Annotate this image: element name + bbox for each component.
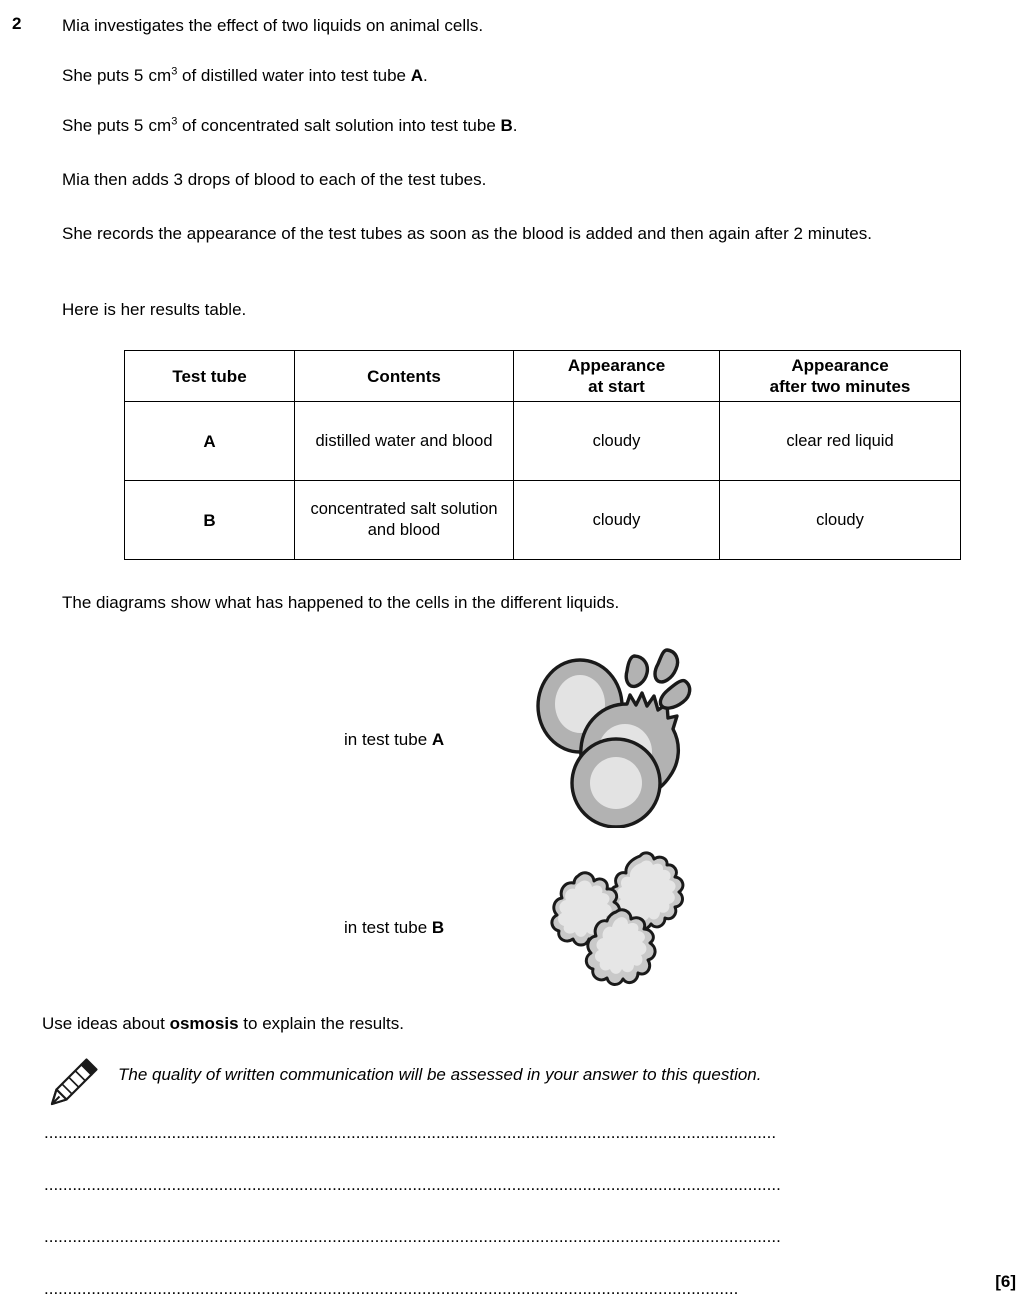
header-contents: [295, 351, 514, 402]
diagram-label-b-pre: in test tube: [344, 918, 432, 937]
row-a-appearance-start: cloudy: [514, 402, 720, 481]
question-line-results-table-intro: Here is her results table.: [62, 300, 247, 319]
question-line-distilled-water: [62, 63, 428, 88]
salt-unit-text: cm: [148, 116, 172, 135]
answer-line[interactable]: ............................................................................................................................................................: [44, 1227, 781, 1246]
answer-line[interactable]: ............................................................................................................................................................: [44, 1175, 781, 1194]
header-appearance-start-line1: Appearance: [567, 356, 666, 375]
qwc-statement: The quality of written communication will be assessed in your answer to this question.: [118, 1065, 762, 1084]
table-row: [125, 481, 961, 560]
pencil-icon: [38, 1053, 100, 1109]
question-line-salt-solution: [62, 113, 518, 138]
table-header-row: [125, 351, 961, 402]
salt-pre-text: She puts 5: [62, 116, 144, 135]
water-pre-text: She puts 5: [62, 66, 144, 85]
tube-label-a: A: [410, 66, 423, 85]
row-b-contents: concentrated salt solution and blood: [295, 481, 514, 560]
header-appearance-after-line1: Appearance: [791, 356, 889, 375]
row-a-tube: A: [125, 402, 295, 481]
question-line-records: She records the appearance of the test tubes as soon as the blood is added and then again after 2 minutes.: [62, 224, 872, 243]
table-row: [125, 402, 961, 481]
salt-post-text: of concentrated salt solution into test tube: [177, 116, 501, 135]
marks-allocation: [6]: [995, 1272, 1016, 1291]
salt-superscript: 3: [171, 115, 178, 128]
salt-end-text: .: [512, 116, 518, 135]
question-line-blood-drops: Mia then adds 3 drops of blood to each of the test tubes.: [62, 170, 487, 189]
answer-line[interactable]: ...........................................................................................................................................................: [44, 1123, 777, 1142]
instruction-keyword-osmosis: osmosis: [169, 1014, 239, 1033]
answer-line[interactable]: ...................................................................................................................................................: [44, 1279, 739, 1298]
diagram-label-a-pre: in test tube: [344, 730, 432, 749]
tube-label-b: B: [500, 116, 513, 135]
results-table: [124, 350, 961, 560]
row-a-contents: distilled water and blood: [295, 402, 514, 481]
row-b-appearance-after: cloudy: [720, 481, 961, 560]
header-appearance-start-line2: at start: [588, 377, 645, 396]
question-number: 2: [12, 14, 22, 33]
header-appearance-at-start: [514, 351, 720, 402]
row-a-appearance-after: clear red liquid: [720, 402, 961, 481]
water-end-text: .: [423, 66, 428, 85]
diagram-label-a-tube: A: [431, 730, 445, 749]
water-superscript: 3: [171, 65, 178, 78]
header-appearance-after: [720, 351, 961, 402]
row-b-appearance-start: cloudy: [514, 481, 720, 560]
instruction-pre-text: Use ideas about: [42, 1014, 170, 1033]
question-intro-text: Mia investigates the effect of two liquids on animal cells.: [62, 16, 484, 35]
water-post-text: of distilled water into test tube: [177, 66, 411, 85]
header-contents-line1: Contents: [367, 366, 441, 386]
instruction-post-text: to explain the results.: [238, 1014, 404, 1033]
answer-instruction: [42, 1012, 404, 1035]
diagram-label-b-tube: B: [431, 918, 445, 937]
diagram-label-b: [344, 917, 444, 939]
burst-blood-cells-diagram: [533, 648, 703, 828]
water-unit-text: cm: [148, 66, 172, 85]
crenated-blood-cells-diagram: [548, 850, 693, 1000]
diagram-label-a: [344, 729, 444, 751]
row-b-tube: B: [125, 481, 295, 560]
header-test-tube: [125, 351, 295, 402]
header-appearance-after-line2: after two minutes: [769, 377, 911, 396]
header-test-tube-line1: Test tube: [172, 366, 247, 386]
question-line-diagrams-intro: The diagrams show what has happened to the cells in the different liquids.: [62, 593, 620, 612]
